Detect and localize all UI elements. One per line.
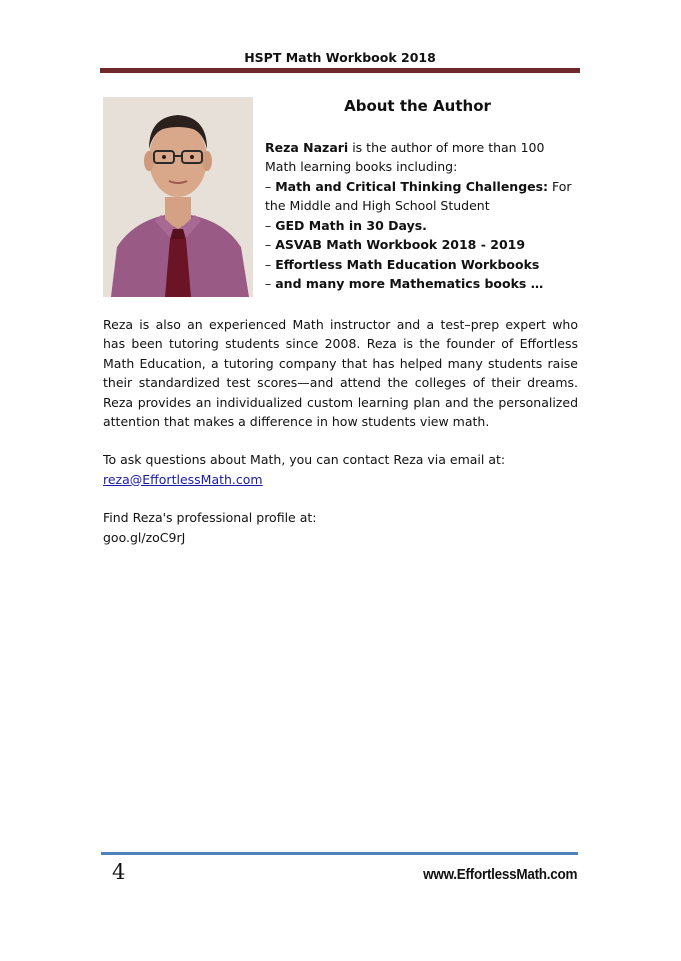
book-item-continued: the Middle and High School Student xyxy=(265,198,490,213)
intro-text: is the author of more than 100 xyxy=(348,139,545,155)
profile-link[interactable]: goo.gl/zoC9rJ xyxy=(103,529,186,545)
book-item: – GED Math in 30 Days. xyxy=(265,217,427,233)
book-item: – ASVAB Math Workbook 2018 - 2019 xyxy=(265,237,526,252)
author-photo xyxy=(103,97,253,297)
contact-prompt: To ask questions about Math, you can contact Reza via email at: xyxy=(103,452,506,467)
page-number: 4 xyxy=(112,860,126,884)
header-rule xyxy=(100,68,580,73)
contact-section xyxy=(103,450,578,489)
author-portrait-image xyxy=(103,97,253,297)
intro-text-line2: Math learning books including: xyxy=(265,159,458,174)
about-author-block xyxy=(265,97,580,294)
about-author-heading: About the Author xyxy=(344,97,491,115)
book-item: – Math and Critical Thinking Challenges: For xyxy=(265,178,572,194)
author-intro xyxy=(265,138,580,158)
footer-site-url: www.EffortlessMath.com xyxy=(422,866,577,883)
email-link[interactable]: reza@EffortlessMath.com xyxy=(103,471,263,487)
profile-section xyxy=(103,508,578,547)
book-item: – and many more Mathematics books … xyxy=(265,276,544,291)
running-header-title: HSPT Math Workbook 2018 xyxy=(244,50,436,65)
author-name: Reza Nazari xyxy=(265,139,349,155)
book-item: – Effortless Math Education Workbooks xyxy=(265,256,540,272)
footer-rule xyxy=(101,852,578,855)
profile-prompt: Find Reza's professional profile at: xyxy=(103,510,317,525)
author-bio-paragraph: Reza is also an experienced Math instructor and a test–prep expert who has been tutoring students since 2008. Reza is the founder of Effortless Math Education, a tutoring company that has helped many students raise their standardized test scores—and attend the colleges of their dreams. Reza provides an individualized custom learning plan and the personalized attention that makes a difference in how students view math. xyxy=(103,317,578,430)
